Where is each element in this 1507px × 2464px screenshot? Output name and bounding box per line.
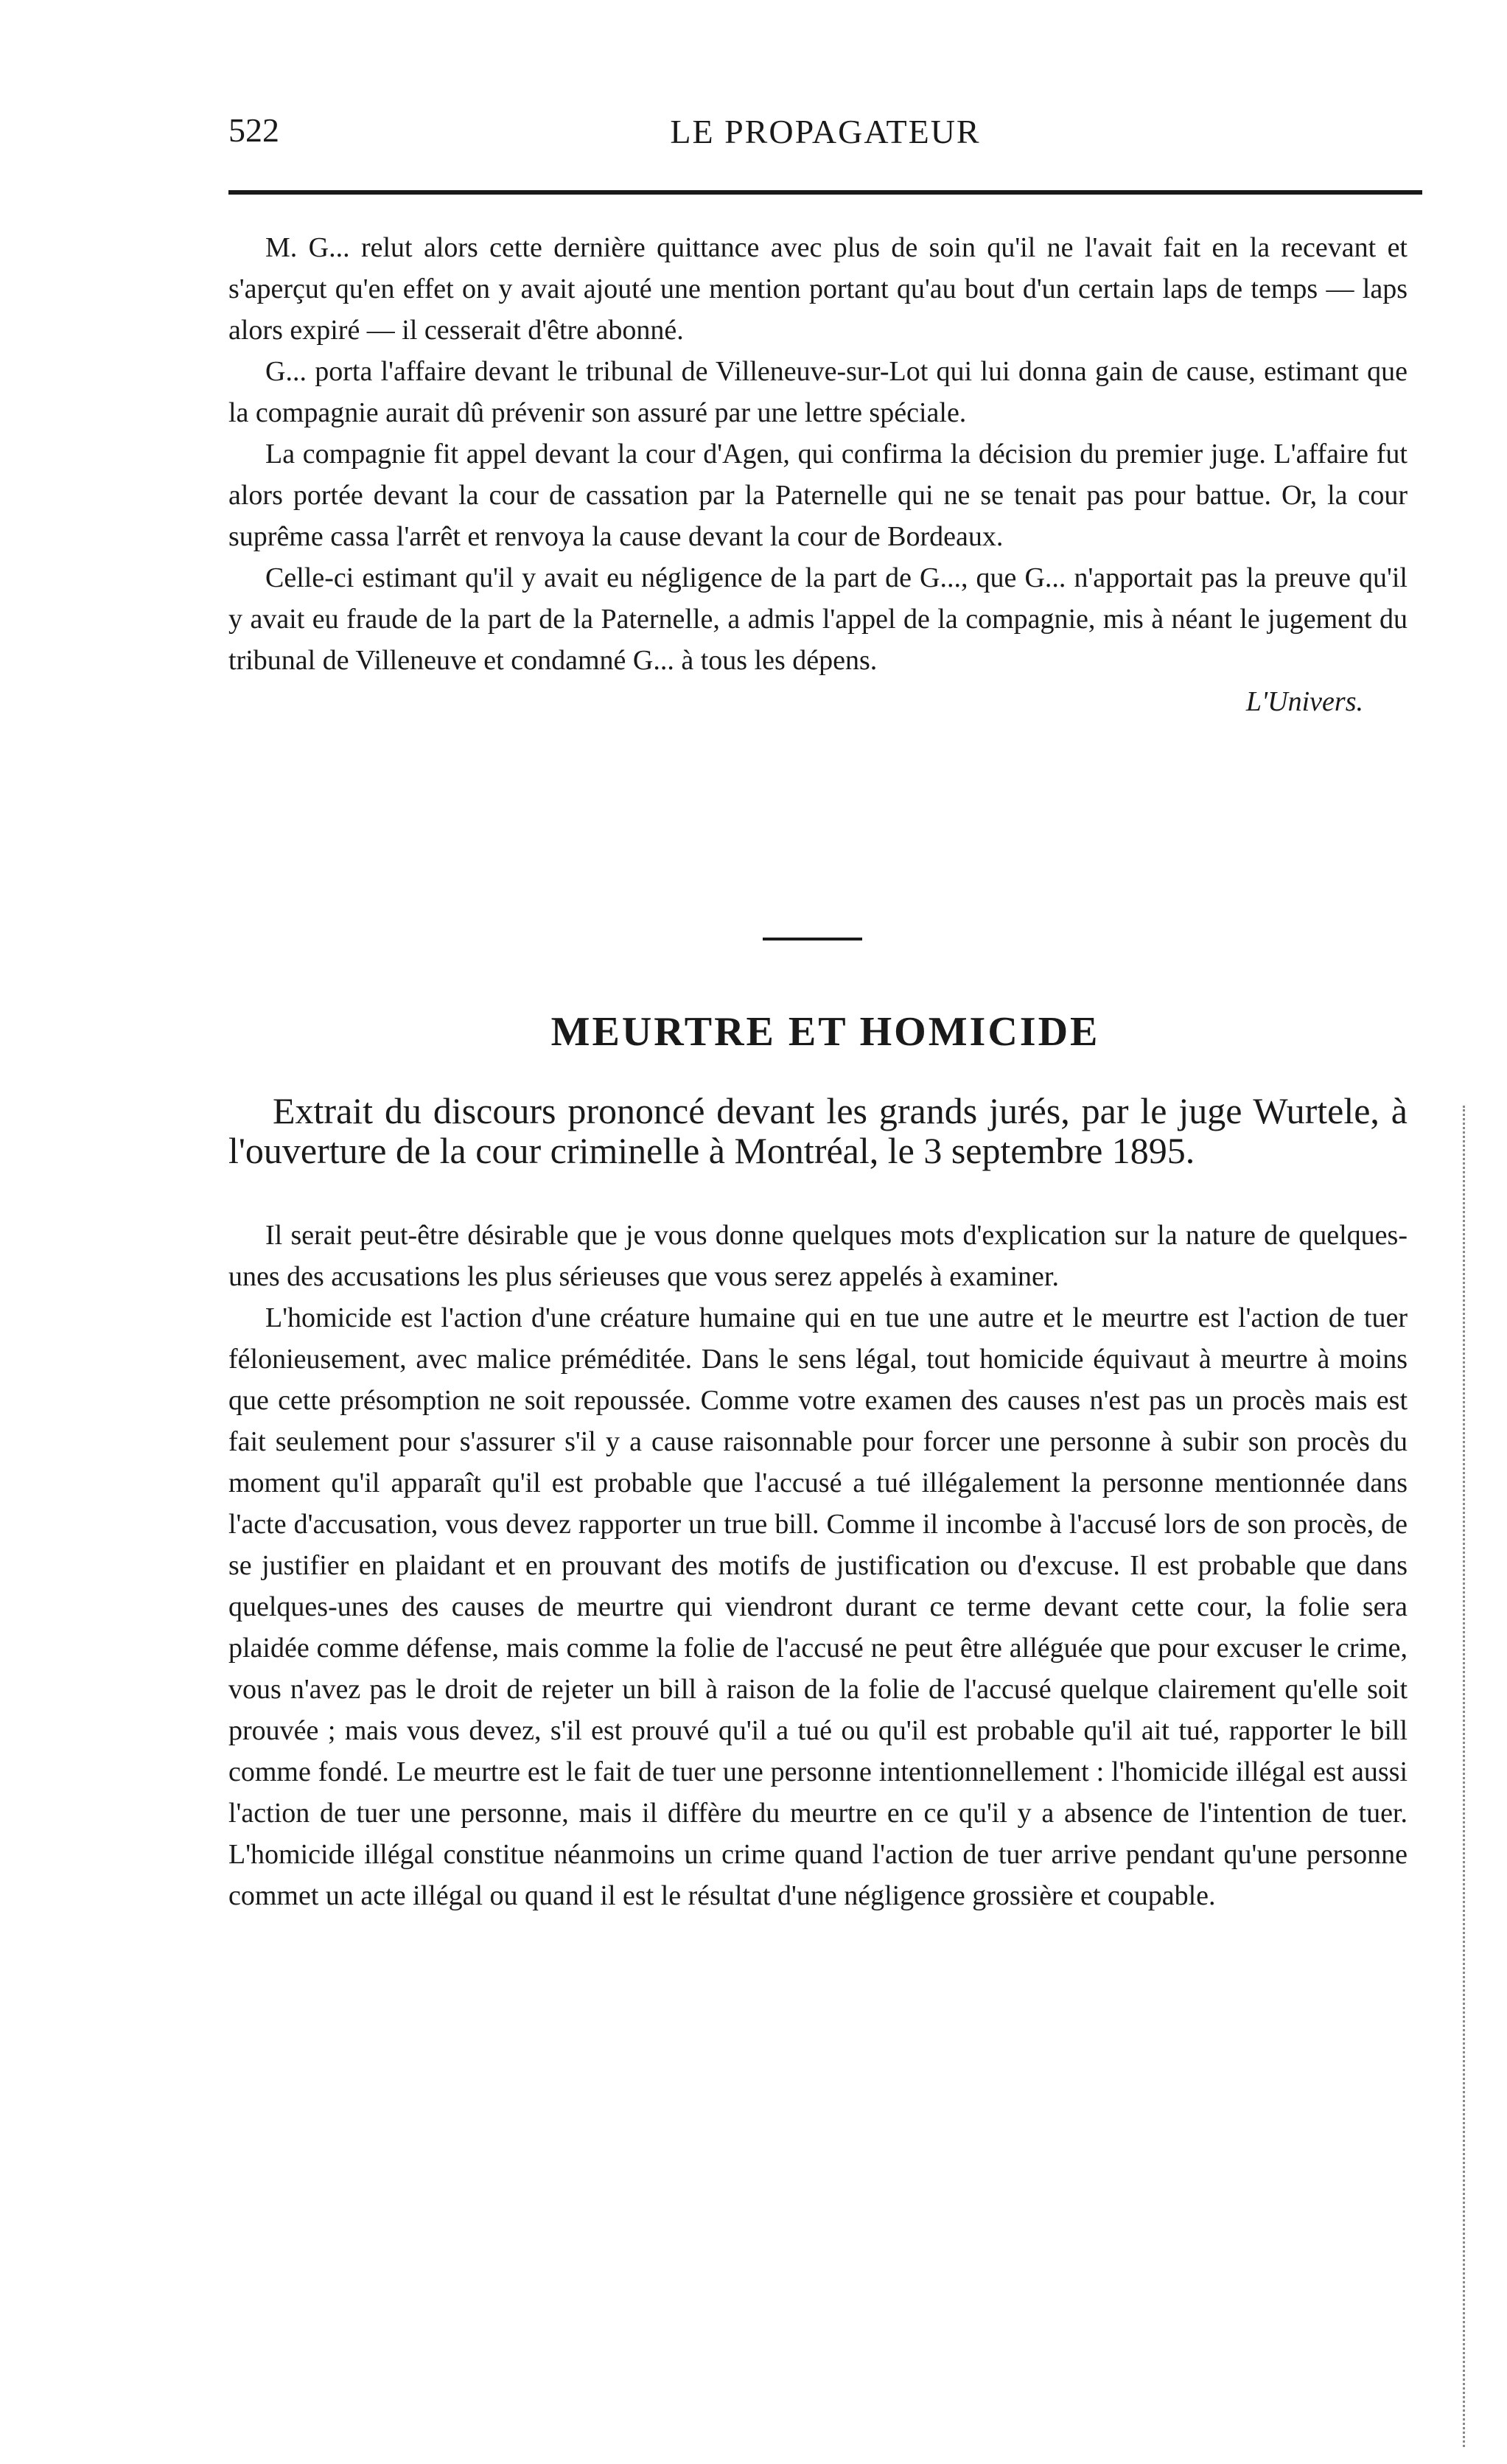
paragraph: L'homicide est l'action d'une créature humaine qui en tue une autre et le meurtre est l'action de tuer félonieusement, avec malice préméditée. Dans le sens légal, tout homicide équivaut à meurtre à moins que cette présomption ne soit repoussée. Comme votre examen des causes n'est pas un procès mais est fait seulement pour s'assurer s'il y a cause raisonnable pour forcer une personne à subir son procès du moment qu'il apparaît qu'il est probable que l'accusé a tué illégalement la personne mentionnée dans l'acte d'accusation, vous devez rapporter un true bill. Comme il incombe à l'accusé lors de son procès, de se justifier en plaidant et en prouvant des motifs de justification ou d'excuse. Il est probable que dans quelques-unes des causes de meurtre qui viendront durant ce terme devant cette cour, la folie sera plaidée comme défense, mais comme la folie de l'accusé ne peut être alléguée que pour excuser le crime, vous n'avez pas le droit de rejeter un bill à raison de la folie de l'accusé quelque clairement qu'elle soit prouvée ; mais vous devez, s'il est prouvé qu'il a tué ou qu'il est probable qu'il ait tué, rapporter le bill comme fondé. Le meurtre est le fait de tuer une personne intentionnellement : l'homicide illégal est aussi l'action de tuer une personne, mais il diffère du meurtre en ce qu'il y a absence de l'intention de tuer. L'homicide illégal constitue néanmoins un crime quand l'action de tuer arrive pendant qu'une personne commet un acte illégal ou quand il est le résultat d'une négligence grossière et coupable. (228, 1302, 1408, 1911)
source-attribution: L'Univers. (1245, 686, 1363, 717)
section-separator (763, 938, 862, 940)
page-number: 522 (228, 111, 279, 149)
running-head (228, 111, 1422, 155)
article-subtitle (228, 1091, 1408, 1170)
paragraph: Celle-ci estimant qu'il y avait eu négligence de la part de G..., que G... n'apportait pas la preuve qu'il y avait eu fraude de la part de la Paternelle, a admis l'appel de la compagnie, mis à néant le jugement du tribunal de Villeneuve et condamné G... à tous les dépens. (228, 562, 1408, 676)
header-rule (228, 190, 1422, 195)
subtitle-text: Extrait du discours prononcé devant les grands jurés, par le juge Wurtele, à l'ouverture de la cour criminelle à Montréal, le 3 septembre 1895. (228, 1090, 1408, 1171)
margin-binding-marks (1463, 1106, 1469, 2447)
article-title: MEURTRE ET HOMICIDE (550, 1009, 1100, 1055)
paragraph: M. G... relut alors cette dernière quittance avec plus de soin qu'il ne l'avait fait en la recevant et s'aperçut qu'en effet on y avait ajouté une mention portant qu'au bout d'un certain laps de temps — laps alors expiré — il cesserait d'être abonné. (228, 232, 1408, 346)
journal-title: LE PROPAGATEUR (670, 113, 981, 150)
source-line (228, 681, 1408, 722)
paragraph: La compagnie fit appel devant la cour d'Agen, qui confirma la décision du premier juge. L'affaire fut alors portée devant la cour de cassation par la Paternelle qui ne se tenait pas pour battue. Or, la cour suprême cassa l'arrêt et renvoya la cause devant la cour de Bordeaux. (228, 439, 1408, 552)
previous-article-text (228, 227, 1408, 722)
article-body (228, 1215, 1408, 1916)
paragraph: G... porta l'affaire devant le tribunal de Villeneuve-sur-Lot qui lui donna gain de cause, estimant que la compagnie aurait dû prévenir son assuré par une lettre spéciale. (228, 356, 1408, 428)
paragraph: Il serait peut-être désirable que je vous donne quelques mots d'explication sur la nature de quelques-unes des accusations les plus sérieuses que vous serez appelés à examiner. (228, 1220, 1408, 1292)
